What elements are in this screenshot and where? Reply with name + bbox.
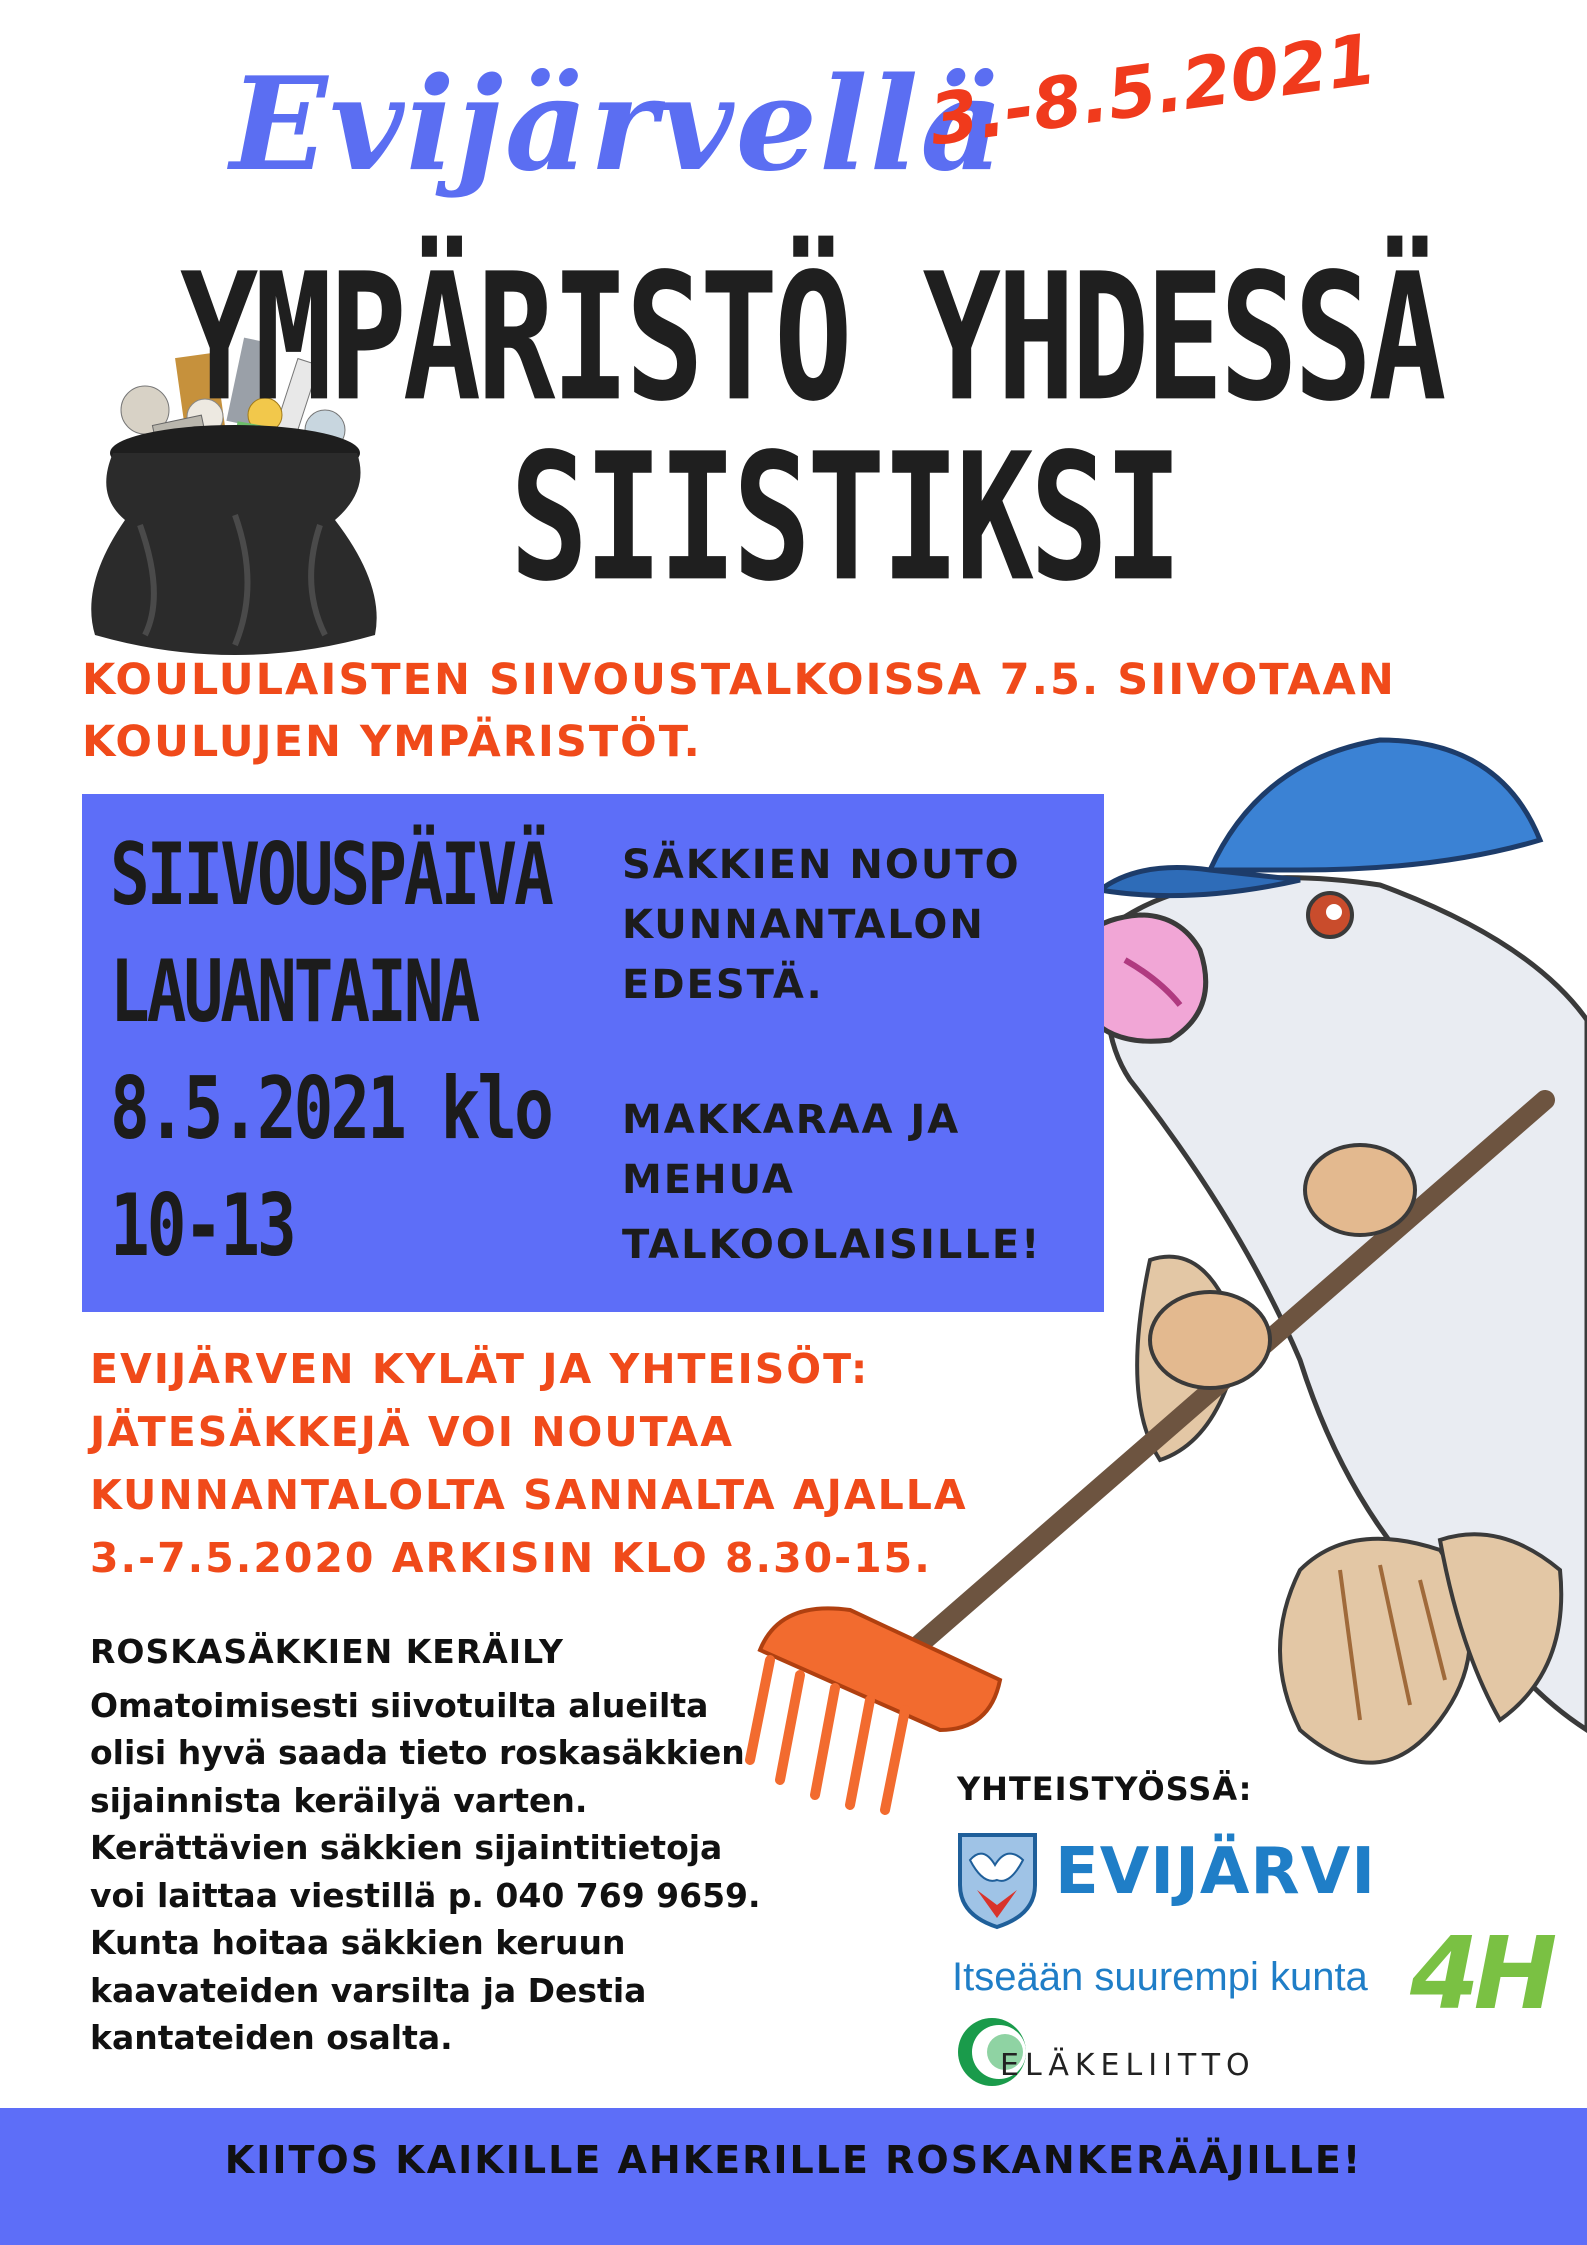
treats-line3: TALKOOLAISILLE! <box>622 1222 1042 1268</box>
collection-line: kantateiden osalta. <box>90 2018 453 2057</box>
evijarvi-crest-icon <box>955 1830 1040 1930</box>
elakeliitto-logo-text: ELÄKELIITTO <box>1000 2048 1256 2083</box>
pickup-line1: SÄKKIEN NOUTO <box>622 842 1021 888</box>
villages-line1: EVIJÄRVEN KYLÄT JA YHTEISÖT: <box>90 1345 870 1393</box>
pickup-line2: KUNNANTALON <box>622 902 985 948</box>
collection-line: sijainnista keräilyä varten. <box>90 1781 588 1820</box>
treats-line2: MEHUA <box>622 1157 795 1203</box>
collection-line: kaavateiden varsilta ja Destia <box>90 1971 647 2010</box>
cleanup-day-line1: SIIVOUSPÄIVÄ <box>110 824 551 925</box>
evijarvi-logo-text: EVIJÄRVI <box>1055 1835 1377 1909</box>
villages-line3: KUNNANTALOLTA SANNALTA AJALLA <box>90 1471 968 1519</box>
partners-label: YHTEISTYÖSSÄ: <box>957 1770 1253 1808</box>
collection-line: olisi hyvä saada tieto roskasäkkien <box>90 1733 745 1772</box>
event-date: 3.-8.5.2021 <box>924 17 1382 162</box>
pickup-line3: EDESTÄ. <box>622 962 824 1008</box>
collection-line: Kunta hoitaa säkkien keruun <box>90 1923 626 1962</box>
footer-thanks: KIITOS KAIKILLE AHKERILLE ROSKANKERÄÄJILLE! <box>224 2138 1363 2182</box>
main-title-line1: YMPÄRISTÖ YHDESSÄ <box>180 235 1443 441</box>
collection-line: Omatoimisesti siivotuilta alueilta <box>90 1686 709 1725</box>
cleanup-day-line2: LAUANTAINA <box>110 941 478 1042</box>
fourh-logo-text: 4H <box>1410 1915 1552 2032</box>
collection-line: Kerättävien säkkien sijaintitietoja <box>90 1828 723 1867</box>
script-title: Evijärvellä <box>230 50 1006 200</box>
treats-line1: MAKKARAA JA <box>622 1097 961 1143</box>
villages-line2: JÄTESÄKKEJÄ VOI NOUTAA <box>90 1408 734 1456</box>
intro-line1: KOULULAISTEN SIIVOUSTALKOISSA 7.5. SIIVOTAAN <box>82 655 1396 705</box>
cleanup-day-line4: 10-13 <box>110 1175 294 1276</box>
main-title-line2: SIISTIKSI <box>510 415 1179 621</box>
villages-line4: 3.-7.5.2020 ARKISIN KLO 8.30-15. <box>90 1534 932 1582</box>
intro-line2: KOULUJEN YMPÄRISTÖT. <box>82 717 702 767</box>
evijarvi-slogan: Itseään suurempi kunta <box>952 1955 1368 1999</box>
collection-heading: ROSKASÄKKIEN KERÄILY <box>90 1632 564 1671</box>
collection-line: voi laittaa viestillä p. 040 769 9659. <box>90 1876 761 1915</box>
cleanup-day-line3: 8.5.2021 klo <box>110 1058 551 1159</box>
